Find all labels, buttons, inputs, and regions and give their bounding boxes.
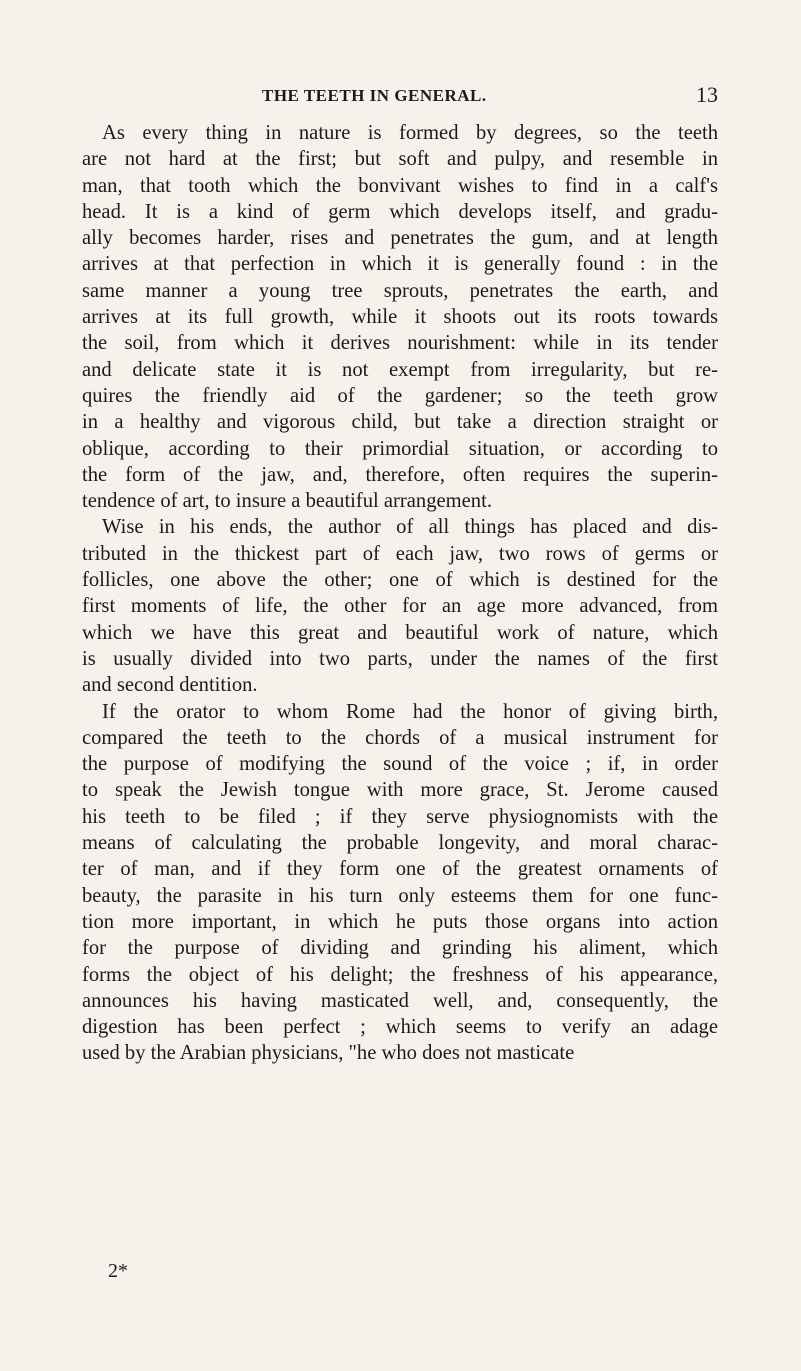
text-line: man, that tooth which the bonvivant wishes to find in a calf's xyxy=(82,174,718,197)
text-line: the soil, from which it derives nourishment: while in its tender xyxy=(82,332,718,355)
text-line: for the purpose of dividing and grinding his aliment, which xyxy=(82,937,718,960)
text-line: announces his having masticated well, and, consequently, the xyxy=(82,989,718,1012)
text-line: digestion has been perfect ; which seems to verify an adage xyxy=(82,1016,718,1039)
text-line: If the orator to whom Rome had the honor of giving birth, xyxy=(102,700,718,723)
running-head-title: THE TEETH IN GENERAL. xyxy=(262,86,487,105)
text-line: are not hard at the first; but soft and pulpy, and resemble in xyxy=(82,148,718,171)
text-line: means of calculating the probable longevity, and moral charac- xyxy=(82,832,718,855)
text-line: first moments of life, the other for an age more advanced, from xyxy=(82,595,718,618)
text-line: forms the object of his delight; the freshness of his appearance, xyxy=(82,963,718,986)
text-line: tributed in the thickest part of each jaw, two rows of germs or xyxy=(82,542,718,565)
running-head xyxy=(82,82,718,120)
text-line: arrives at its full growth, while it shoots out its roots towards xyxy=(82,306,718,329)
text-line: tendence of art, to insure a beautiful arrangement. xyxy=(82,490,492,513)
text-line: ally becomes harder, rises and penetrates the gum, and at length xyxy=(82,227,718,250)
text-line: and second dentition. xyxy=(82,674,258,697)
text-line: which we have this great and beautiful work of nature, which xyxy=(82,621,718,644)
text-line: to speak the Jewish tongue with more grace, St. Jerome caused xyxy=(82,779,718,802)
text-line: beauty, the parasite in his turn only esteems them for one func- xyxy=(82,884,718,907)
text-line: tion more important, in which he puts those organs into action xyxy=(82,910,718,933)
book-page xyxy=(82,82,718,1067)
text-line: follicles, one above the other; one of which is destined for the xyxy=(82,569,718,592)
text-line: arrives at that perfection in which it is generally found : in the xyxy=(82,253,718,276)
text-line: ter of man, and if they form one of the greatest ornaments of xyxy=(82,858,718,881)
text-line: Wise in his ends, the author of all things has placed and dis- xyxy=(102,516,718,539)
signature-mark: 2* xyxy=(108,1260,128,1282)
text-line: and delicate state it is not exempt from irregularity, but re- xyxy=(82,358,718,381)
text-line: same manner a young tree sprouts, penetrates the earth, and xyxy=(82,279,718,302)
page-number: 13 xyxy=(696,82,718,107)
paragraph xyxy=(82,699,718,1067)
text-line: in a healthy and vigorous child, but take a direction straight or xyxy=(82,411,718,434)
paragraph xyxy=(82,120,718,514)
text-line: is usually divided into two parts, under the names of the first xyxy=(82,647,718,670)
text-line: the purpose of modifying the sound of the voice ; if, in order xyxy=(82,753,718,776)
text-line: quires the friendly aid of the gardener; so the teeth grow xyxy=(82,384,718,407)
paragraph xyxy=(82,514,718,698)
text-line: As every thing in nature is formed by degrees, so the teeth xyxy=(102,122,718,144)
body-text xyxy=(82,120,718,1067)
text-line: used by the Arabian physicians, "he who does not masticate xyxy=(82,1042,575,1065)
text-line: oblique, according to their primordial situation, or according to xyxy=(82,437,718,460)
text-line: the form of the jaw, and, therefore, often requires the superin- xyxy=(82,463,718,486)
text-line: head. It is a kind of germ which develops itself, and gradu- xyxy=(82,200,718,223)
text-line: compared the teeth to the chords of a musical instrument for xyxy=(82,726,718,749)
text-line: his teeth to be filed ; if they serve physiognomists with the xyxy=(82,805,718,828)
